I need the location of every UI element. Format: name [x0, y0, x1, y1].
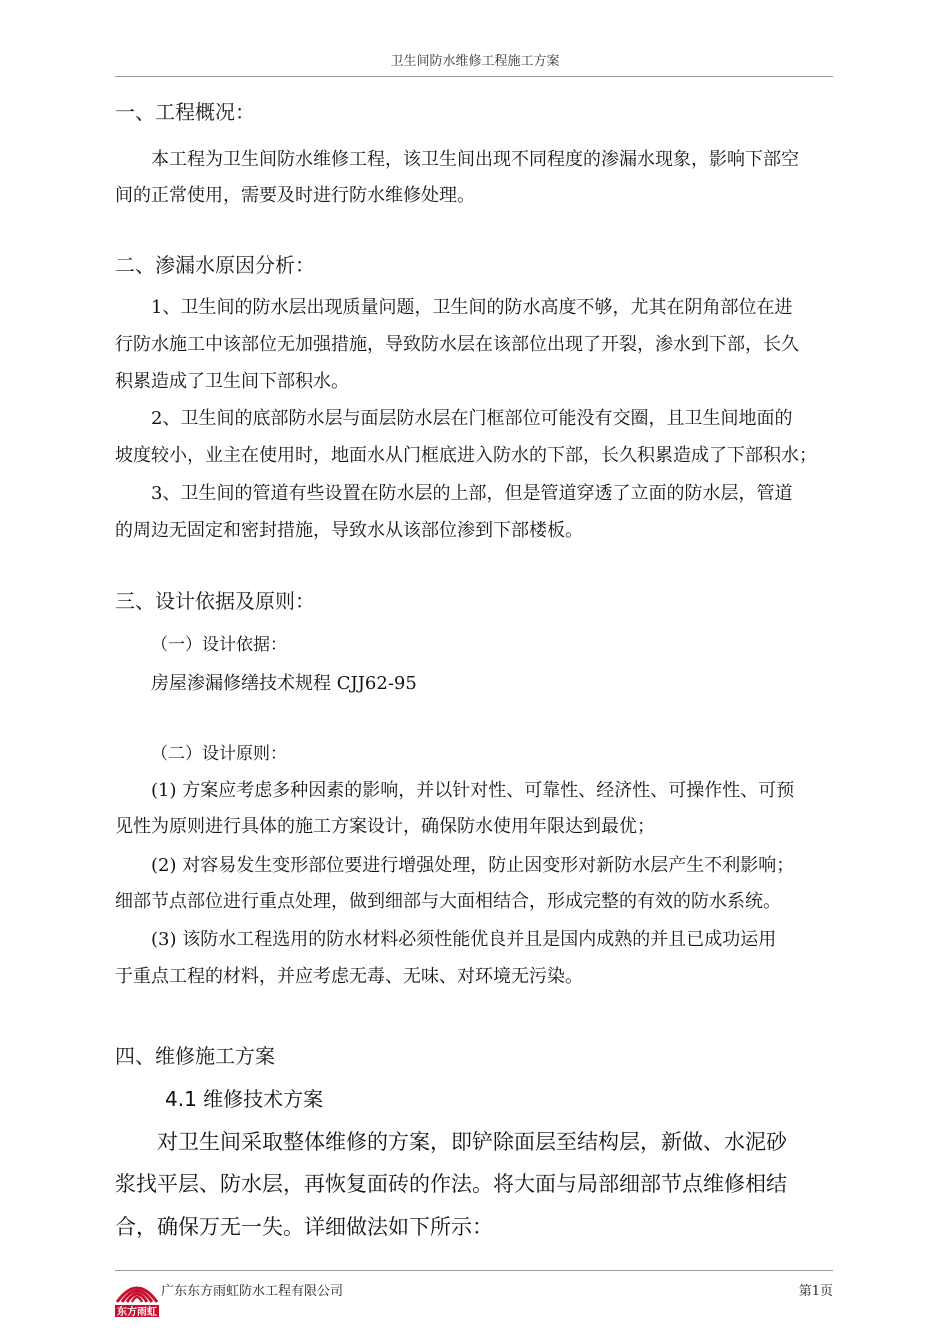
company-logo	[113, 1272, 161, 1318]
design-basis-item: 房屋渗漏修缮技术规程 CJJ62-95	[151, 673, 417, 694]
footer-company-name: 广东东方雨虹防水工程有限公司	[161, 1284, 344, 1299]
header-divider	[115, 76, 833, 77]
section-3-heading: 三、设计依据及原则：	[115, 589, 315, 613]
section-2-line-6: 3、卫生间的管道有些设置在防水层的上部，但是管道穿透了立面的防水层，管道	[151, 483, 793, 504]
section-2-line-1: 1、卫生间的防水层出现质量问题，卫生间的防水高度不够，尤其在阴角部位在进	[151, 297, 793, 318]
design-principle-title: （二）设计原则：	[151, 744, 287, 764]
section-1-heading: 一、工程概况：	[115, 100, 255, 124]
section-3-line-5: (3) 该防水工程选用的防水材料必须性能优良并且是国内成熟的并且已成功运用	[151, 929, 777, 950]
section-1-line-2: 间的正常使用，需要及时进行防水维修处理。	[115, 185, 475, 206]
section-4-line-1: 对卫生间采取整体维修的方案，即铲除面层至结构层，新做、水泥砂	[157, 1130, 787, 1154]
section-2-line-2: 行防水施工中该部位无加强措施，导致防水层在该部位出现了开裂，渗水到下部，长久	[115, 334, 799, 355]
section-2-line-5: 坡度较小，业主在使用时，地面水从门框底进入防水的下部，长久积累造成了下部积水；	[115, 445, 817, 466]
section-3-line-2: 见性为原则进行具体的施工方案设计，确保防水使用年限达到最优；	[115, 816, 655, 837]
section-1-line-1: 本工程为卫生间防水维修工程，该卫生间出现不同程度的渗漏水现象，影响下部空	[151, 149, 799, 170]
section-3-line-4: 细部节点部位进行重点处理，做到细部与大面相结合，形成完整的有效的防水系统。	[115, 891, 781, 912]
rainbow-logo-icon	[113, 1272, 161, 1318]
section-4-line-2: 浆找平层、防水层，再恢复面砖的作法。将大面与局部细部节点维修相结	[115, 1172, 787, 1196]
section-3-line-1: (1) 方案应考虑多种因素的影响，并以针对性、可靠性、经济性、可操作性、可预	[151, 780, 795, 801]
design-basis-title: （一）设计依据：	[151, 635, 287, 655]
section-2-line-3: 积累造成了卫生间下部积水。	[115, 371, 349, 392]
page-header-title: 卫生间防水维修工程施工方案	[390, 54, 560, 69]
footer-page-number: 第1页	[798, 1284, 833, 1299]
footer-divider	[115, 1270, 833, 1271]
section-2-heading: 二、渗漏水原因分析：	[115, 253, 315, 277]
section-4-line-3: 合，确保万无一失。详细做法如下所示：	[115, 1215, 493, 1239]
section-4-heading: 四、维修施工方案	[115, 1044, 275, 1068]
section-4-1-heading: 4.1 维修技术方案	[165, 1087, 324, 1111]
section-3-line-6: 于重点工程的材料，并应考虑无毒、无味、对环境无污染。	[115, 966, 583, 987]
section-3-line-3: (2) 对容易发生变形部位要进行增强处理，防止因变形对新防水层产生不利影响；	[151, 855, 795, 876]
section-2-line-7: 的周边无固定和密封措施，导致水从该部位渗到下部楼板。	[115, 520, 583, 541]
logo-text: 东方雨虹	[117, 1307, 157, 1318]
section-2-line-4: 2、卫生间的底部防水层与面层防水层在门框部位可能没有交圈，且卫生间地面的	[151, 408, 793, 429]
